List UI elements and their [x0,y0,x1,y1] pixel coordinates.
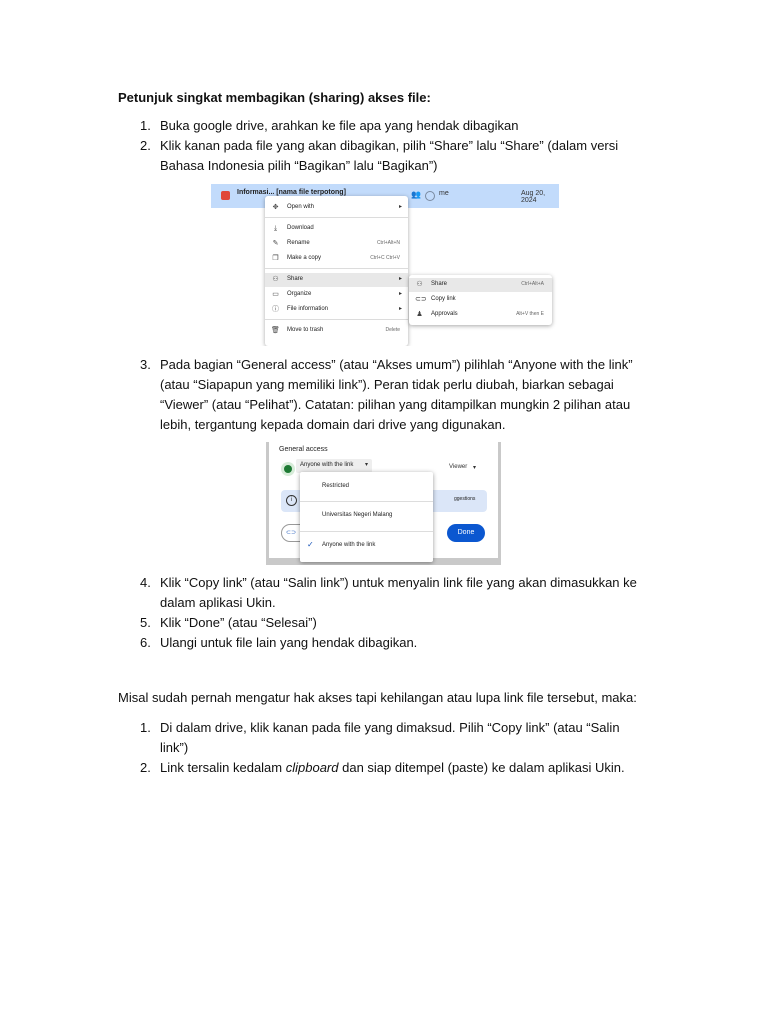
info-text: ggestions [454,496,476,502]
list-item: 3. Pada bagian “General access” (atau “Akses umum”) pilihlah “Anyone with the link” (atau “Siapapun yang memiliki link”). Peran tidak perlu diubah, biarkan sebagai “Viewer” (atau “Pelihat”). Catatan: pilihan yang ditampilkan mungkin 2 pilihan atau lebih, tergantung kepada domain dari drive yang digunakan. [118,355,658,435]
menu-item-label: Share [287,276,304,282]
trash-icon: 🗑 [271,327,280,334]
menu-separator [265,268,408,269]
copy-link-button[interactable]: ⊂⊃ [281,524,309,542]
menu-item-label: Open with [287,204,315,210]
list-item-line: Klik kanan pada file yang akan dibagikan, pilih “Share” lalu “Share” (dalam versi [160,138,619,153]
list-item-line: Bahasa Indonesia pilih “Bagikan” lalu “Bagikan”) [160,158,438,173]
menu-item-label: File information [287,306,329,312]
menu-item-share[interactable] [409,278,552,292]
done-button[interactable]: Done [447,524,485,542]
menu-item-make-a-copy[interactable] [265,252,408,266]
list-item-line: Ulangi untuk file lain yang hendak dibagikan. [160,635,418,650]
list-item-line: link”) [160,740,189,755]
menu-item-copy-link[interactable] [409,293,552,307]
menu-separator [265,217,408,218]
menu-item-organize[interactable] [265,288,408,302]
list-item: 4. Klik “Copy link” (atau “Salin link”) untuk menyalin link file yang akan dimasukkan ke dalam aplikasi Ukin. [118,573,658,613]
menu-item-move-to-trash[interactable] [265,324,408,338]
add-person-icon: ⚇ [272,276,279,283]
access-options-menu [300,472,433,562]
menu-item-approvals[interactable] [409,308,552,322]
list-item: 2. Link tersalin kedalam clipboard dan siap ditempel (paste) ke dalam aplikasi Ukin. [140,760,625,775]
option-restricted[interactable]: Restricted [322,483,350,489]
info-icon: i [286,495,297,506]
file-owner: me [439,190,449,197]
steps-list-d2 [118,758,658,778]
menu-item-label: Move to trash [287,327,324,333]
menu-item-shortcut: Ctrl+Alt+N [376,240,400,246]
steps-list-c [118,573,658,653]
chevron-down-icon: ▾ [473,465,477,471]
access-selected: Anyone with the link [300,462,354,468]
access-dropdown[interactable] [296,459,372,473]
chevron-right-icon: ▸ [398,306,402,312]
pencil-icon: ✎ [272,240,279,247]
approval-icon: ♟ [416,311,423,318]
page-heading: Petunjuk singkat membagikan (sharing) akses file: [118,90,431,105]
general-access-title: General access [279,446,328,453]
people-icon: 👥 [411,190,421,199]
menu-item-label: Make a copy [287,255,322,261]
list-item-line: dalam aplikasi Ukin. [160,595,276,610]
list-item: 6. Ulangi untuk file lain yang hendak dibagikan. [118,633,658,653]
steps-list-b [118,355,658,435]
move-icon: ✥ [272,204,279,211]
list-item-line: Buka google drive, arahkan ke file apa yang hendak dibagikan [160,118,519,133]
copy-icon: ❐ [272,255,279,262]
menu-item-rename[interactable] [265,237,408,251]
steps-list-d [118,718,658,758]
list-item-line: Klik “Done” (atau “Selesai”) [160,615,317,630]
option-domain[interactable]: Universitas Negeri Malang [322,512,393,518]
menu-item-shortcut: Delete [385,327,400,333]
list-item-line: Di dalam drive, klik kanan pada file yang dimaksud. Pilih “Copy link” (atau “Salin [160,720,620,735]
avatar [425,191,435,201]
menu-item-label: Download [287,225,314,231]
file-name: Informasi... [nama file terpotong] [237,189,346,196]
menu-item-label: Rename [287,240,310,246]
role-dropdown[interactable]: Viewer [449,464,468,470]
menu-item-open-with[interactable] [265,201,408,215]
link-icon: ⊂⊃ [415,296,427,303]
list-item-line: Pada bagian “General access” (atau “Akses umum”) pilihlah “Anyone with the link” [160,357,633,372]
add-person-icon: ⚇ [416,281,423,288]
list-item-line: Klik “Copy link” (atau “Salin link”) untuk menyalin link file yang akan dimasukkan ke [160,575,637,590]
steps-list-a [118,116,658,176]
list-item: 1. Di dalam drive, klik kanan pada file yang dimaksud. Pilih “Copy link” (atau “Salin link”) [118,718,658,758]
menu-item-label: Share [431,281,448,287]
check-icon: ✓ [307,540,314,549]
menu-item-label: Approvals [431,311,458,317]
file-type-icon [221,191,230,200]
list-item: 2. Klik kanan pada file yang akan dibagikan, pilih “Share” lalu “Share” (dalam versi Bahasa Indonesia pilih “Bagikan” lalu “Bagikan”) [118,136,658,176]
info-icon: ⓘ [272,306,279,313]
paragraph: Misal sudah pernah mengatur hak akses tapi kehilangan atau lupa link file tersebut, maka: [118,690,637,705]
chevron-right-icon: ▸ [398,276,402,282]
context-menu [265,196,408,346]
file-date: Aug 20, 2024 [521,190,546,204]
menu-item-share[interactable] [265,273,408,287]
list-item: 1. Buka google drive, arahkan ke file apa yang hendak dibagikan [118,116,658,136]
option-anyone-with-link[interactable]: ✓ Anyone with the link [307,540,376,549]
menu-item-download[interactable] [265,222,408,236]
context-menu-screenshot [211,184,559,346]
emphasis-clipboard: clipboard [285,760,339,775]
menu-item-label: Organize [287,291,312,297]
menu-item-shortcut: Ctrl+Alt+A [521,281,544,287]
menu-separator [265,319,408,320]
menu-item-file-information[interactable] [265,303,408,317]
chevron-right-icon: ▸ [398,291,402,297]
menu-item-shortcut: Alt+V then E [516,311,544,317]
chevron-down-icon: ▾ [364,462,368,468]
globe-icon [281,462,295,476]
list-item: 5. Klik “Done” (atau “Selesai”) [118,613,658,633]
chevron-right-icon: ▸ [398,204,402,210]
list-item-line: “Viewer” (atau “Pelihat”). Catatan: pilihan yang ditampilkan mungkin 2 pilihan atau [160,397,631,412]
share-dialog [269,442,498,558]
menu-item-shortcut: Ctrl+C Ctrl+V [370,255,400,261]
share-submenu [409,275,552,325]
menu-item-label: Copy link [431,296,456,302]
general-access-screenshot [266,442,501,565]
folder-icon: ▭ [272,291,279,298]
download-icon: ⤓ [273,225,278,232]
list-item-line: lebih, tergantung kepada domain dari drive yang digunakan. [160,417,506,432]
list-item-line: (atau “Siapapun yang memiliki link”). Peran tidak perlu diubah, biarkan sebagai [160,377,614,392]
